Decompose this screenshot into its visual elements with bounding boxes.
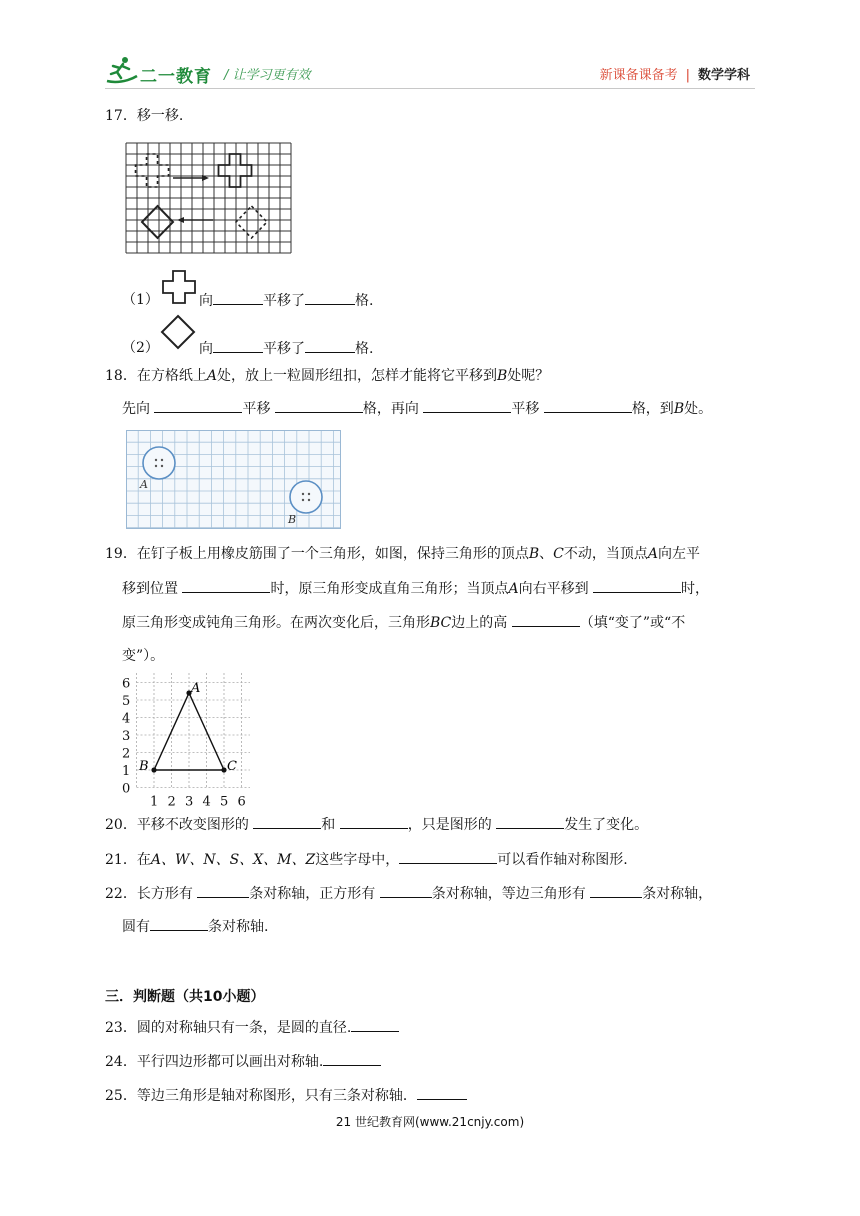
q18-text: 平移: [511, 401, 540, 417]
q19-text: 向右平移到: [518, 581, 589, 597]
y-tick-label: 1: [122, 764, 131, 779]
q18-grid-figure: [126, 430, 342, 530]
x-tick-label: 1: [150, 794, 159, 810]
cross-shape-icon: [162, 270, 196, 304]
x-tick-label: 3: [185, 794, 194, 810]
q17-part2-text: [199, 338, 373, 359]
answer-blank[interactable]: [182, 578, 270, 593]
q20-text: 和: [321, 817, 336, 833]
q18-text: 先向: [122, 401, 150, 417]
q18-question: [105, 366, 549, 386]
y-tick-label: 3: [122, 729, 131, 744]
answer-blank[interactable]: [512, 612, 580, 627]
header-course-label: 新课备课备考: [599, 68, 678, 83]
q19-text: 原三角形变成钝角三角形。在两次变化后，三角形: [122, 615, 430, 631]
x-tick-label: 4: [202, 794, 211, 810]
answer-blank[interactable]: [351, 1017, 399, 1032]
x-tick-label: 5: [220, 794, 229, 810]
answer-blank[interactable]: [150, 916, 208, 931]
header-logo-text: 二一教育: [140, 67, 212, 87]
answer-blank[interactable]: [380, 883, 432, 898]
q22-text: 条对称轴.: [208, 919, 269, 935]
answer-blank[interactable]: [340, 814, 408, 829]
q22-text: 条对称轴，正方形有: [249, 886, 376, 902]
q19-line3: [122, 612, 685, 633]
q22-text: 条对称轴，: [642, 886, 713, 902]
q21-question: [105, 849, 628, 870]
var-c: C: [553, 546, 564, 562]
q22-line2: [122, 916, 268, 937]
answer-blank[interactable]: [544, 398, 632, 413]
y-tick-label: 2: [122, 746, 131, 762]
y-tick-label: 5: [122, 694, 131, 709]
q21-text: 这些字母中，: [315, 852, 400, 868]
vertex-b-label: B: [139, 759, 149, 774]
q19-text: 向左平: [657, 546, 700, 562]
x-tick-label: 2: [167, 794, 176, 810]
q17-end-label: 格.: [355, 341, 374, 357]
q19-line2: [122, 578, 709, 599]
q17-title: 17．移一移.: [105, 108, 184, 124]
answer-blank[interactable]: [590, 883, 642, 898]
q19-line4: 变”）。: [122, 648, 165, 664]
diamond-shape-icon: [160, 314, 196, 350]
answer-blank[interactable]: [154, 398, 242, 413]
q24-text: 24．平行四边形都可以画出对称轴.: [105, 1054, 324, 1070]
header-subject-label: 数学学科: [697, 68, 750, 83]
q17-part2: [122, 338, 159, 358]
q19-text: 边上的高: [451, 615, 508, 631]
header-separator: |: [685, 68, 690, 83]
q24-question: [105, 1051, 381, 1072]
answer-blank[interactable]: [197, 883, 249, 898]
var-bc: BC: [430, 615, 452, 631]
q19-text: 时，原三角形变成直角三角形；当顶点: [270, 581, 509, 597]
answer-blank[interactable]: [213, 338, 263, 353]
answer-blank[interactable]: [305, 290, 355, 305]
q20-text: ，只是图形的: [407, 817, 492, 833]
header-subject: [600, 64, 750, 83]
dashed-diamond-shape: [236, 206, 267, 238]
q22-text: 条对称轴，等边三角形有: [431, 886, 586, 902]
var-b: B: [528, 546, 540, 562]
q22-line1: [105, 883, 712, 904]
q19-text: 移到位置: [122, 581, 178, 597]
vertex-a-label: A: [191, 681, 201, 696]
q18-text: 格，再向: [362, 401, 419, 417]
header-slogan: / 让学习更有效: [224, 68, 311, 83]
q19-pegboard-figure: [118, 672, 250, 812]
vertex-c-label: C: [227, 759, 237, 774]
q19-text: 19．在钉子板上用橡皮筋围了一个三角形，如图，保持三角形的顶点: [105, 546, 529, 562]
x-tick-label: 6: [237, 794, 246, 810]
answer-blank[interactable]: [253, 814, 321, 829]
q21-text: 21．在: [105, 852, 151, 868]
q20-question: [105, 814, 648, 835]
q17-grid-figure: [125, 142, 297, 254]
button-a-icon: [143, 447, 175, 479]
solid-diamond-shape: [142, 206, 173, 238]
q17-end-label: 格.: [355, 293, 374, 309]
q22-text: 圆有: [122, 919, 150, 935]
y-tick-label: 4: [122, 711, 131, 727]
dashed-cross-shape: [136, 154, 169, 187]
q17-dir-label: 向: [199, 293, 213, 309]
answer-blank[interactable]: [305, 338, 355, 353]
var-b: B: [496, 368, 508, 384]
q18-text: 处，放上一粒圆形纽扣，怎样才能将它平移到: [216, 368, 497, 384]
header-divider: [105, 88, 755, 89]
var-a: A: [206, 368, 217, 384]
vertex-b-dot: [151, 767, 156, 772]
q18-text: 平移: [242, 401, 271, 417]
label-b: B: [288, 513, 297, 526]
q18-text: 18．在方格纸上: [105, 368, 207, 384]
q18-answer-line: [122, 398, 712, 419]
page-footer: 21 世纪教育网(www.21cnjy.com): [335, 1115, 525, 1129]
q17-move-label: 平移了: [263, 341, 305, 357]
q20-text: 20．平移不改变图形的: [105, 817, 249, 833]
answer-blank[interactable]: [213, 290, 263, 305]
var-a: A: [508, 581, 519, 597]
q19-text: 时，: [681, 581, 710, 597]
label-a: A: [140, 478, 148, 491]
q18-text: 处。: [684, 401, 713, 417]
q17-part1-number: （1）: [122, 292, 159, 308]
answer-blank[interactable]: [593, 578, 681, 593]
q23-question: [105, 1017, 399, 1038]
q19-line1: [105, 544, 700, 564]
answer-blank[interactable]: [423, 398, 511, 413]
button-b-icon: [290, 481, 322, 513]
q17-part2-number: （2）: [122, 340, 159, 356]
y-tick-label: 6: [122, 676, 131, 692]
section-title: 三．判断题（共10小题）: [105, 989, 265, 1005]
q17-dir-label: 向: [199, 341, 213, 357]
vertex-c-dot: [221, 767, 226, 772]
q19-text: 不动，当顶点: [563, 546, 648, 562]
q17-move-label: 平移了: [263, 293, 305, 309]
q23-text: 23．圆的对称轴只有一条，是圆的直径.: [105, 1020, 352, 1036]
var-b: B: [673, 401, 685, 417]
q19-text: 、: [539, 546, 554, 562]
q18-text: 格，到: [631, 401, 674, 417]
header-logo: [103, 54, 139, 86]
q20-text: 发生了变化。: [564, 817, 649, 833]
q21-letters: A、W、N、S、X、M、Z: [150, 852, 316, 868]
answer-blank[interactable]: [399, 849, 497, 864]
var-a: A: [647, 546, 658, 562]
q18-text: 处呢？: [507, 368, 550, 384]
q25-question: [105, 1085, 467, 1106]
answer-blank[interactable]: [496, 814, 564, 829]
answer-blank[interactable]: [275, 398, 363, 413]
answer-blank[interactable]: [323, 1051, 381, 1066]
answer-blank[interactable]: [417, 1085, 467, 1100]
q25-text: 25．等边三角形是轴对称图形，只有三条对称轴．: [105, 1088, 417, 1104]
q22-text: 22．长方形有: [105, 886, 193, 902]
q17-part1-text: [199, 290, 373, 311]
y-tick-label: 0: [122, 781, 131, 797]
runner-logo-icon: [103, 54, 139, 86]
q19-text: （填“变了”或“不: [579, 615, 686, 631]
q17-part1: [122, 290, 159, 310]
q21-text: 可以看作轴对称图形.: [497, 852, 628, 868]
